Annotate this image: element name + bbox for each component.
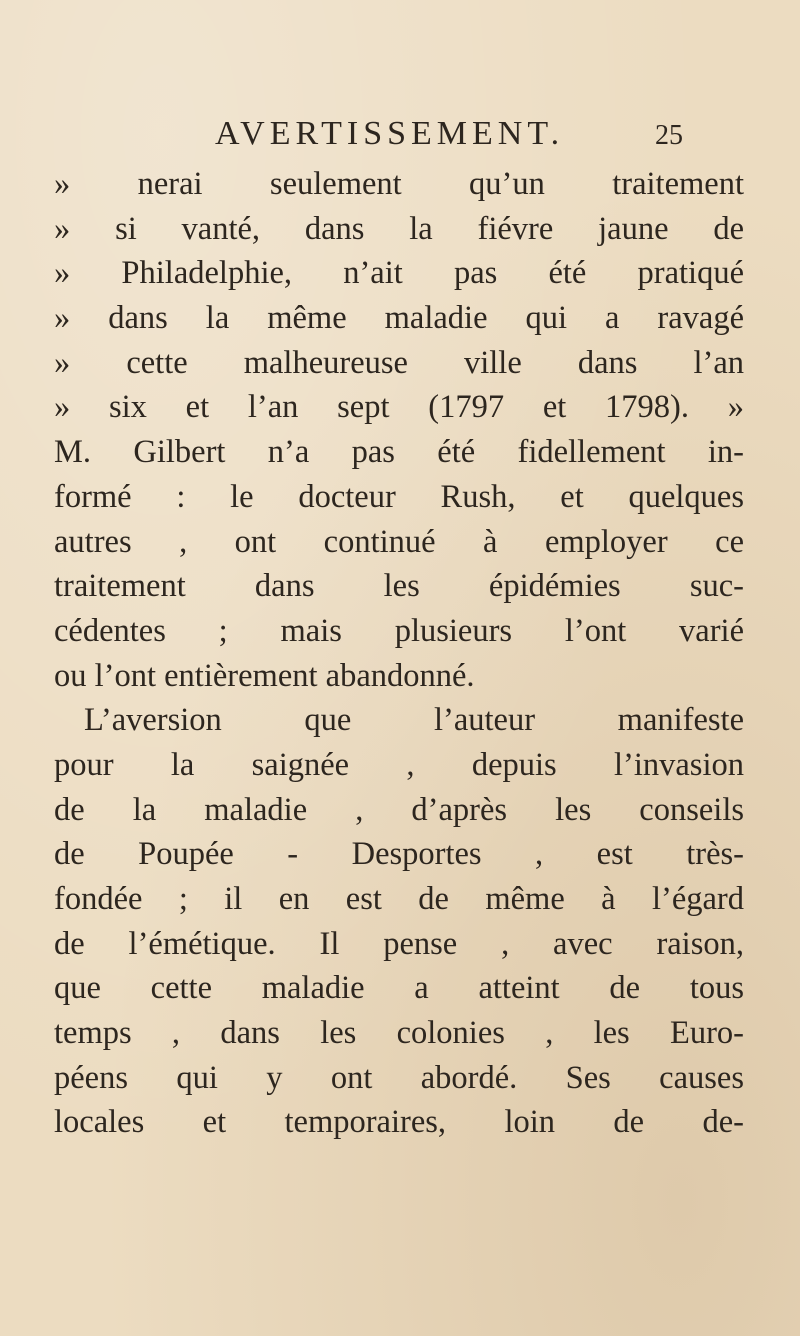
text-line: de la maladie , d’après les conseils — [54, 791, 744, 828]
text-line: péens qui y ont abordé. Ses causes — [54, 1059, 744, 1096]
text-line: de l’émétique. Il pense , avec raison, — [54, 925, 744, 962]
text-line: » si vanté, dans la fiévre jaune de — [54, 210, 744, 247]
text-line: fondée ; il en est de même à l’égard — [54, 881, 744, 917]
text-line: autres , ont continué à employer ce — [54, 523, 744, 560]
text-line: » six et l’an sept (1797 et 1798). » — [54, 389, 744, 426]
text-line: » dans la même maladie qui a ravagé — [54, 300, 744, 337]
text-line: temps , dans les colonies , les Euro- — [54, 1015, 744, 1052]
text-line: cédentes ; mais plusieurs l’ont varié — [54, 612, 744, 649]
body-text — [54, 162, 744, 1145]
text-line: ou l’ont entièrement abandonné. — [54, 657, 475, 694]
text-line: pour la saignée , depuis l’invasion — [54, 746, 744, 783]
text-line: que cette maladie a atteint de tous — [54, 970, 744, 1007]
text-line: » cette malheureuse ville dans l’an — [54, 344, 744, 381]
running-title: AVERTISSEMENT. — [215, 115, 565, 152]
text-line: L’aversion que l’auteur manifeste — [84, 702, 744, 739]
text-line: locales et temporaires, loin de de- — [54, 1104, 744, 1141]
text-line: formé : le docteur Rush, et quelques — [54, 478, 744, 515]
text-line: traitement dans les épidémies suc- — [54, 568, 744, 605]
page-number: 25 — [655, 120, 683, 151]
text-line: M. Gilbert n’a pas été fidellement in- — [54, 434, 744, 471]
text-line: » Philadelphie, n’ait pas été pratiqué — [54, 255, 744, 292]
page-header — [0, 112, 800, 156]
text-line: de Poupée - Desportes , est très- — [54, 836, 744, 873]
text-line: » nerai seulement qu’un traitement — [54, 166, 744, 202]
